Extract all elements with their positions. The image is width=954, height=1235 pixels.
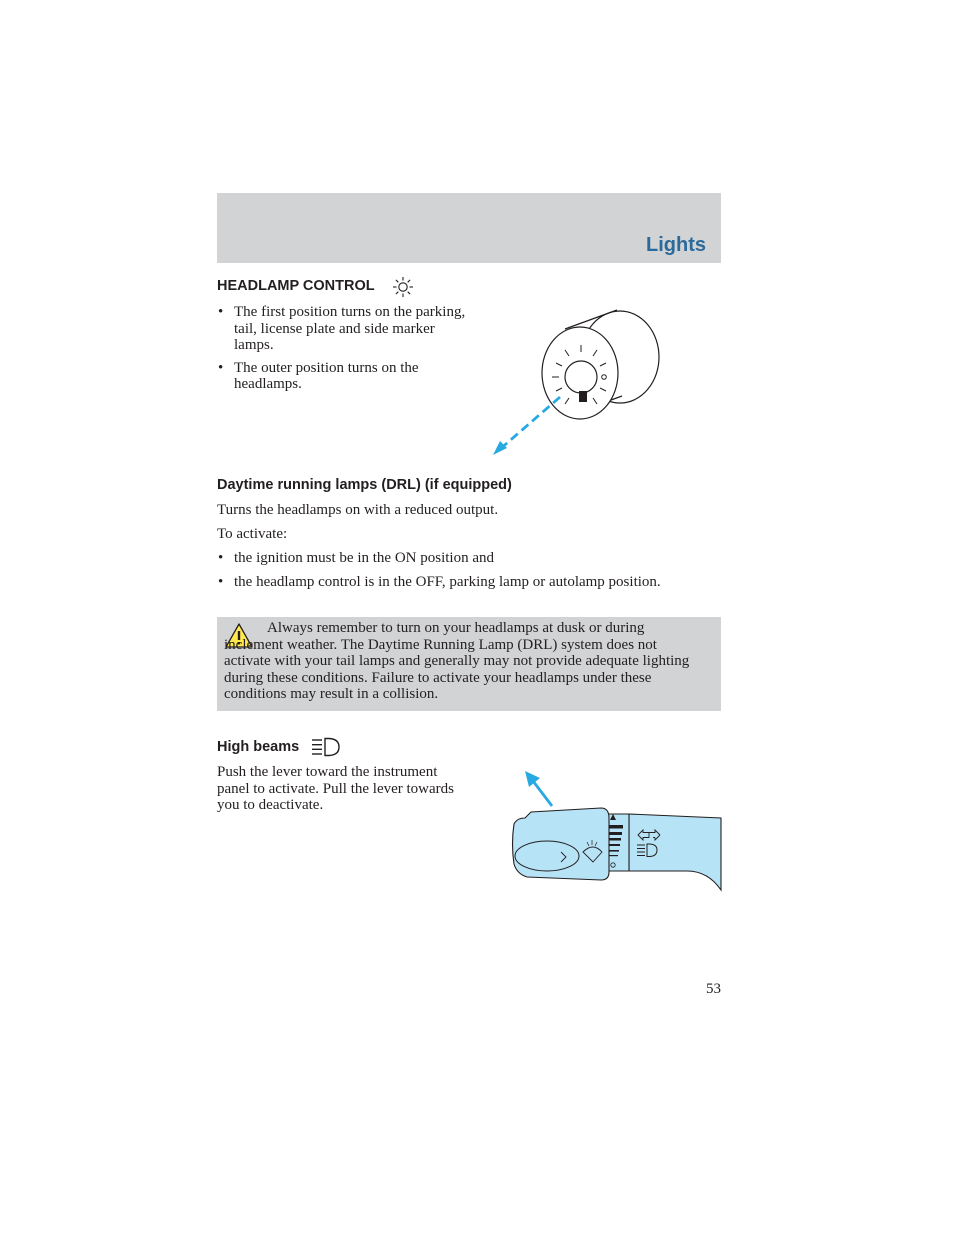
drl-heading: Daytime running lamps (DRL) (if equipped) <box>217 477 512 493</box>
page-number: 53 <box>706 981 721 997</box>
list-item: • the headlamp control is in the OFF, parking lamp or autolamp position. <box>217 574 687 591</box>
section-title: Lights <box>646 234 706 256</box>
headlamp-control-heading <box>217 278 375 294</box>
multifunction-lever-illustration <box>505 768 725 893</box>
list-item: • the ignition must be in the ON position and <box>217 550 687 567</box>
sun-icon <box>392 276 414 298</box>
headlamp-bullets <box>217 304 467 393</box>
drl-activate-label: To activate: <box>217 526 288 542</box>
header-band <box>217 193 721 263</box>
warning-box <box>217 617 721 711</box>
drl-intro: Turns the headlamps on with a reduced output. <box>217 502 499 518</box>
drl-bullets <box>217 550 687 590</box>
warning-text: Always remember to turn on your headlamps at dusk or during inclement weather. The Daytime Running Lamp (DRL) system does not activate with your tail lamps and generally may not provide adequate lighting during these conditions. Failure to activate your headlamps under these conditions may result in a collision. <box>224 620 690 702</box>
list-item: • The first position turns on the parking, tail, license plate and side marker lamps. <box>217 304 467 354</box>
list-item: • The outer position turns on the headlamps. <box>217 360 467 393</box>
high-beam-icon <box>311 737 341 757</box>
high-beams-heading: High beams <box>217 739 300 755</box>
headlamp-heading-text: HEADLAMP CONTROL <box>217 278 375 294</box>
high-beams-text: Push the lever toward the instrument panel to activate. Pull the lever towards you to deactivate. <box>217 764 455 813</box>
headlamp-knob-illustration <box>490 305 665 460</box>
